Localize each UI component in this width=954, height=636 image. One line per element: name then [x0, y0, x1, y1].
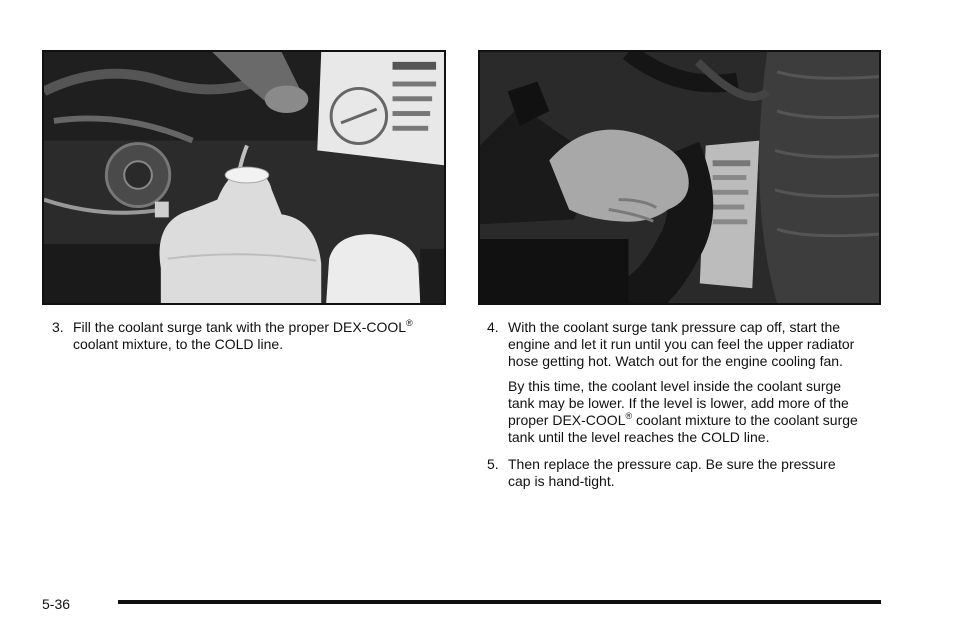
step-5	[487, 456, 862, 490]
coolant-pour-illustration	[44, 52, 444, 303]
step-4	[487, 319, 862, 446]
step-3	[52, 319, 432, 353]
left-instructions	[52, 319, 432, 363]
step-paragraph: With the coolant surge tank pressure cap off, start the engine and let it run until you can feel the upper radiator hose getting hot. Watch out for the engine cooling fan.	[508, 319, 855, 369]
radiator-hose-illustration	[480, 52, 879, 303]
step-paragraph	[508, 378, 862, 446]
registered-mark: ®	[625, 411, 633, 421]
step-text-part: Fill the coolant surge tank with the proper DEX-COOL	[73, 319, 407, 335]
step-text	[73, 319, 432, 353]
radiator-hose-photo	[478, 50, 881, 305]
step-paragraph: Then replace the pressure cap. Be sure the pressure cap is hand-tight.	[508, 456, 836, 489]
step-number: 3.	[52, 319, 64, 335]
step-text-part: coolant mixture, to the COLD line.	[73, 336, 284, 352]
step-text-part: By this time, the coolant level inside the coolant surge tank may be lower. If the level is lower, add more of the proper DEX-COOL	[508, 378, 849, 428]
footer-rule	[118, 600, 881, 604]
step-text-part: coolant mixture to the coolant surge tank until the level reaches the COLD line.	[508, 412, 858, 445]
page-number: 5-36	[42, 596, 71, 612]
coolant-pour-photo	[42, 50, 446, 305]
step-number: 5.	[487, 456, 499, 472]
step-number: 4.	[487, 319, 499, 335]
registered-mark: ®	[406, 318, 413, 328]
right-instructions	[487, 319, 862, 500]
